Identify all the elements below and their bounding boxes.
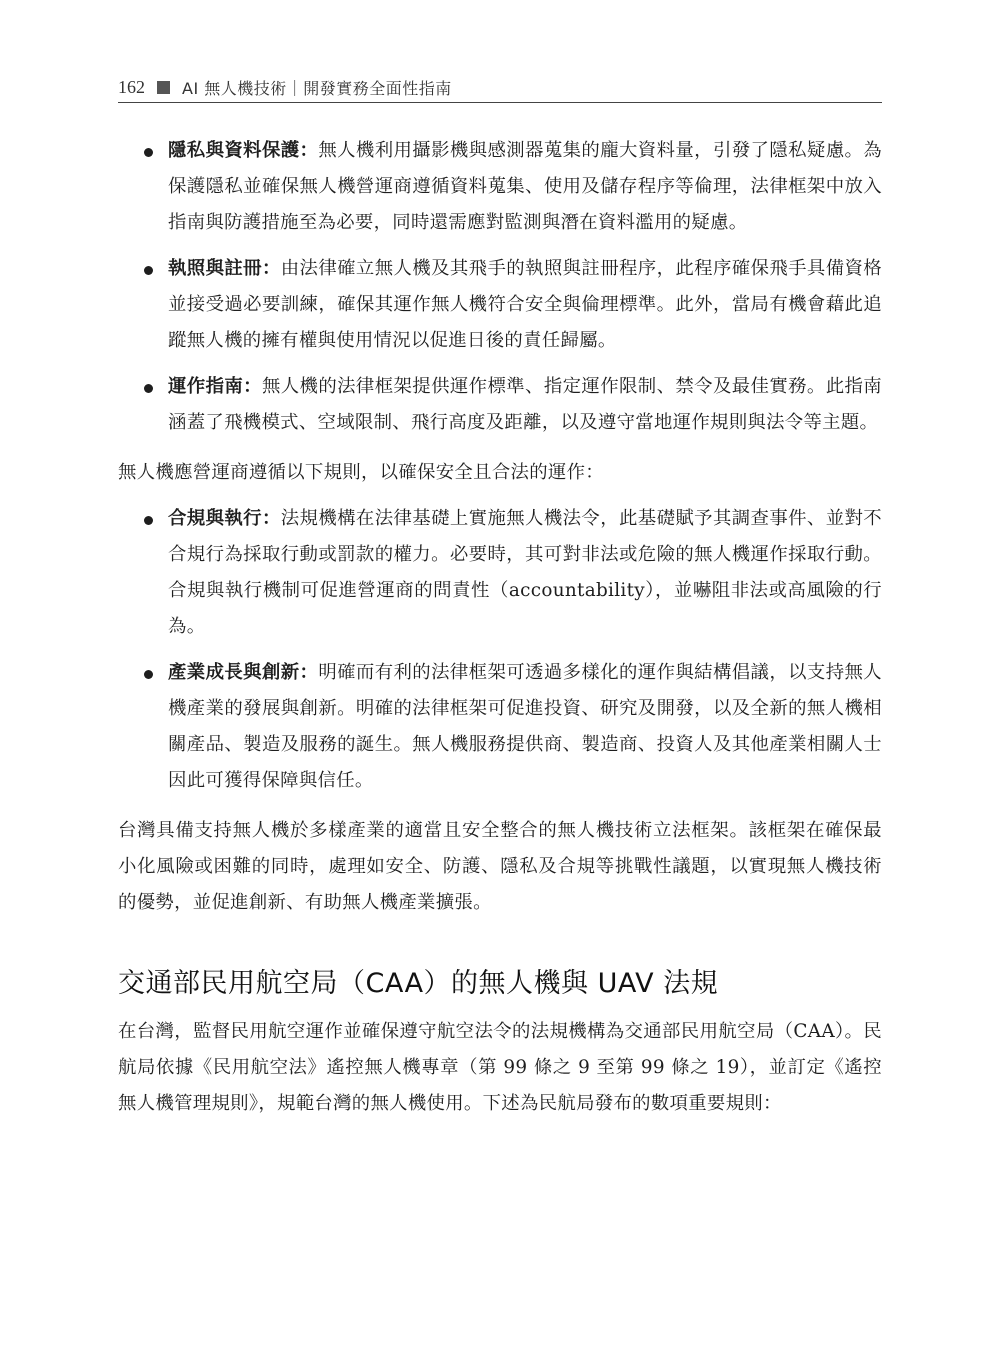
- bullet-icon: [144, 670, 153, 679]
- bullet-term: 隱私與資料保護：: [168, 140, 319, 161]
- bullet-text: 明確而有利的法律框架可透過多樣化的運作與結構倡議，以支持無人機產業的發展與創新。明確的法律框架可促進投資、研究及開發，以及全新的無人機相關產品、製造及服務的誕生。無人機服務提供商、製造商、投資人及其他產業相關人士因此可獲得保障與信任。: [168, 662, 882, 791]
- bullet-text: 法規機構在法律基礎上實施無人機法令，此基礎賦予其調查事件、並對不合規行為採取行動或罰款的權力。必要時，其可對非法或危險的無人機運作採取行動。合規與執行機制可促進營運商的問責性（accountability），並嚇阻非法或高風險的行為。: [168, 508, 882, 637]
- bullet-text: 無人機利用攝影機與感測器蒐集的龐大資料量，引發了隱私疑慮。為保護隱私並確保無人機營運商遵循資料蒐集、使用及儲存程序等倫理，法律框架中放入指南與防護措施至為必要，同時還需應對監測與潛在資料濫用的疑慮。: [168, 140, 882, 233]
- list-item: [118, 251, 882, 359]
- bullet-term: 產業成長與創新：: [168, 662, 319, 683]
- square-icon: [157, 81, 170, 94]
- body-paragraph: 在台灣，監督民用航空運作並確保遵守航空法令的法規機構為交通部民用航空局（CAA）。民航局依據《民用航空法》遙控無人機專章（第 99 條之 9 至第 99 條之 19），並訂定《遙控無人機管理規則》，規範台灣的無人機使用。下述為民航局發布的數項重要規則：: [118, 1021, 882, 1114]
- list-item: [118, 133, 882, 241]
- intro-paragraph: 無人機應營運商遵循以下規則，以確保安全且合法的運作：: [118, 462, 604, 483]
- bullet-term: 合規與執行：: [168, 508, 281, 529]
- list-item: [118, 655, 882, 799]
- book-title: AI 無人機技術｜開發實務全面性指南: [182, 78, 452, 98]
- page-number: 162: [118, 76, 145, 97]
- body-paragraph: 台灣具備支持無人機於多樣產業的適當且安全整合的無人機技術立法框架。該框架在確保最小化風險或困難的同時，處理如安全、防護、隱私及合規等挑戰性議題，以實現無人機技術的優勢，並促進創新、有助無人機產業擴張。: [118, 820, 882, 913]
- bullet-icon: [144, 148, 153, 157]
- bullet-term: 執照與註冊：: [168, 258, 281, 279]
- list-item: [118, 501, 882, 645]
- running-header: [118, 74, 882, 100]
- bullet-list-rules: [118, 501, 882, 799]
- list-item: [118, 369, 882, 441]
- bullet-text: 無人機的法律框架提供運作標準、指定運作限制、禁令及最佳實務。此指南涵蓋了飛機模式、空域限制、飛行高度及距離，以及遵守當地運作規則與法令等主題。: [168, 376, 882, 433]
- bullet-icon: [144, 516, 153, 525]
- page-content: [118, 133, 882, 1122]
- header-rule: [118, 102, 882, 103]
- bullet-list-legal-aspects: [118, 133, 882, 441]
- bullet-icon: [144, 384, 153, 393]
- section-heading: 交通部民用航空局（CAA）的無人機與 UAV 法規: [118, 968, 719, 999]
- bullet-term: 運作指南：: [168, 376, 262, 397]
- bullet-icon: [144, 266, 153, 275]
- bullet-text: 由法律確立無人機及其飛手的執照與註冊程序，此程序確保飛手具備資格並接受過必要訓練，確保其運作無人機符合安全與倫理標準。此外，當局有機會藉此追蹤無人機的擁有權與使用情況以促進日後的責任歸屬。: [168, 258, 882, 351]
